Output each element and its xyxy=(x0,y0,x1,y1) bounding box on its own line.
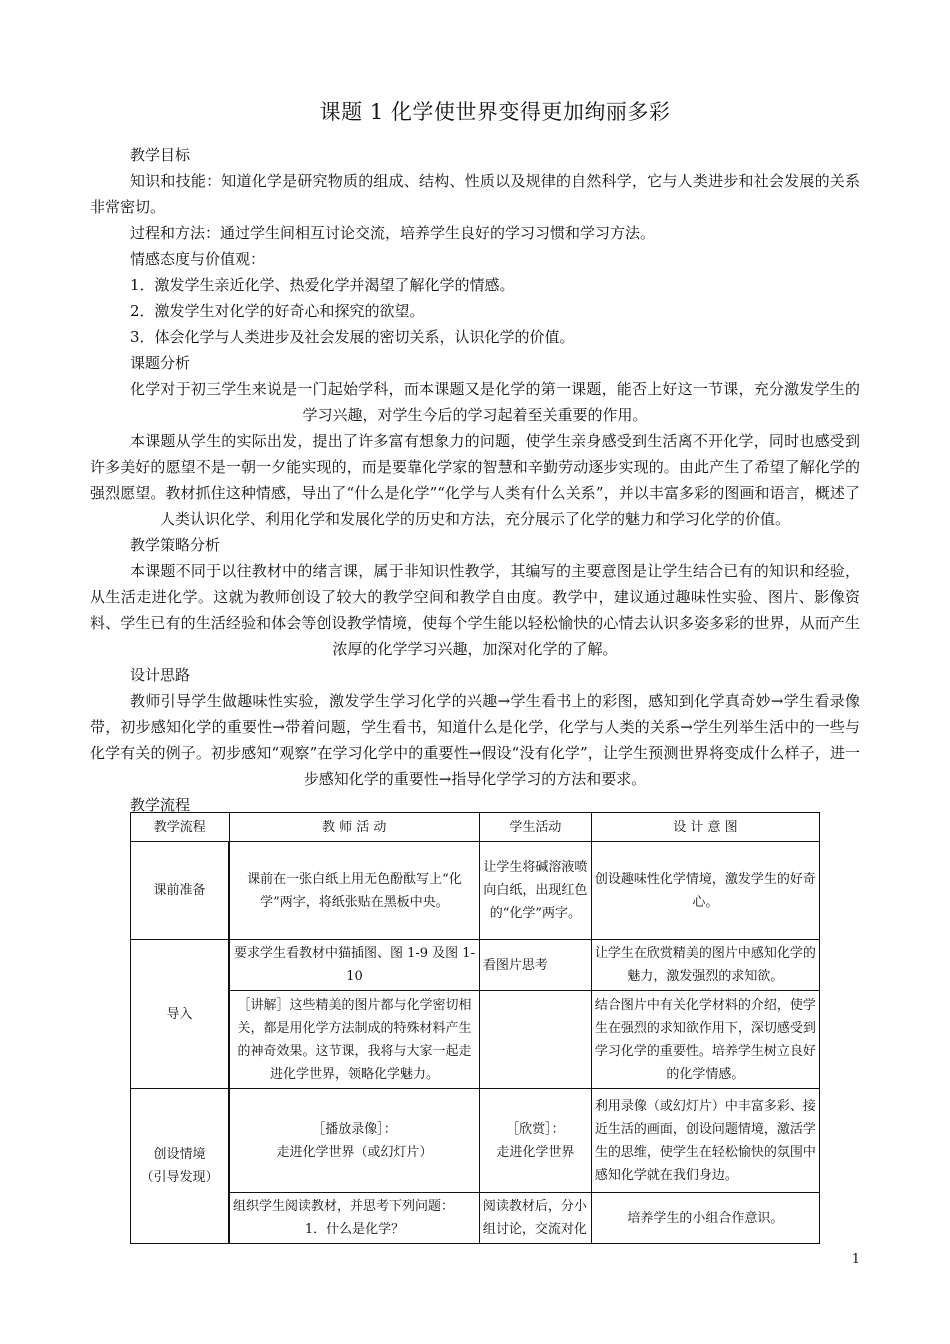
stage-situation xyxy=(131,1089,230,1244)
stage-intro: 导入 xyxy=(131,940,230,1089)
goals-emotion-heading: 情感态度与价值观： xyxy=(130,250,266,268)
stage-situation-student-1-line-1: ［欣赏］： xyxy=(506,1121,565,1137)
table-row xyxy=(131,1089,820,1193)
stage-situation-teacher-2 xyxy=(229,1193,479,1244)
goals-heading: 教学目标 xyxy=(130,146,191,164)
document-body xyxy=(90,142,860,818)
stage-intro-intent-1: 让学生在欣赏精美的图片中感知化学的魅力，激发强烈的求知欲。 xyxy=(591,940,819,991)
stage-situation-intent-1: 利用录像（或幻灯片）中丰富多彩、接近生活的画面，创设问题情境，激活学生的思维，使学生在轻松愉快的氛围中感知化学就在我们身边。 xyxy=(591,1089,819,1193)
stage-situation-teacher-1 xyxy=(229,1089,479,1193)
flow-heading: 教学流程 xyxy=(130,796,191,814)
analysis-paragraph-2: 本课题从学生的实际出发，提出了许多富有想象力的问题，使学生亲身感受到生活离不开化学，同时也感受到许多美好的愿望不是一朝一夕能实现的，而是要靠化学家的智慧和辛勤劳动逐步实现的。由此产生了希望了解化学的强烈愿望。教材抓住这种情感，导出了“什么是化学”“化学与人类有什么关系”，并以丰富多彩的图画和语言，概述了人类认识化学、利用化学和发展化学的历史和方法，充分展示了化学的魅力和学习化学的价值。 xyxy=(90,432,860,528)
stage-situation-teacher-2-line-2: 1．什么是化学？ xyxy=(304,1222,405,1237)
table-row xyxy=(131,1193,820,1244)
stage-situation-student-1-line-2: 走进化学世界 xyxy=(496,1144,575,1160)
stage-situation-intent-2: 培养学生的小组合作意识。 xyxy=(591,1193,819,1244)
design-paragraph: 教师引导学生做趣味性实验，激发学生学习化学的兴趣→学生看书上的彩图，感知到化学真奇妙→学生看录像带，初步感知化学的重要性→带着问题，学生看书，知道什么是化学，化学与人类的关系→学生列举生活中的一些与化学有关的例子。初步感知“观察”在学习化学中的重要性→假设“没有化学”，让学生预测世界将变成什么样子，进一步感知化学的重要性→指导化学学习的方法和要求。 xyxy=(90,692,860,788)
stage-situation-line-1: 创设情境 xyxy=(153,1147,206,1162)
goals-emotion-item-1: 1．激发学生亲近化学、热爱化学并渴望了解化学的情感。 xyxy=(130,276,515,294)
header-student: 学生活动 xyxy=(479,813,591,842)
stage-prep-student: 让学生将碱溶液喷向白纸，出现红色的“化学”两字。 xyxy=(479,842,591,940)
stage-situation-line-2: （引导发现） xyxy=(140,1170,219,1185)
goals-emotion-item-2: 2．激发学生对化学的好奇心和探究的欲望。 xyxy=(130,302,425,320)
stage-situation-student-1 xyxy=(479,1089,591,1193)
stage-situation-student-2: 阅读教材后，分小组讨论，交流对化 xyxy=(479,1193,591,1244)
header-stage: 教学流程 xyxy=(131,813,230,842)
goals-process: 过程和方法：通过学生间相互讨论交流，培养学生良好的学习习惯和学习方法。 xyxy=(130,224,656,242)
goals-emotion-item-3: 3．体会化学与人类进步及社会发展的密切关系，认识化学的价值。 xyxy=(130,328,575,346)
table-row xyxy=(131,842,820,940)
stage-prep-teacher: 课前在一张白纸上用无色酚酞写上“化学”两字，将纸张贴在黑板中央。 xyxy=(229,842,479,940)
stage-intro-teacher-1: 要求学生看教材中猫插图、图 1-9 及图 1-10 xyxy=(229,940,479,991)
analysis-heading: 课题分析 xyxy=(130,354,191,372)
stage-situation-teacher-1-line-2: 走进化学世界（或幻灯片） xyxy=(276,1144,433,1160)
stage-intro-intent-2: 结合图片中有关化学材料的介绍，使学生在强烈的求知欲作用下，深切感受到学习化学的重要性。培养学生树立良好的化学情感。 xyxy=(591,991,819,1089)
design-heading: 设计思路 xyxy=(130,666,191,684)
header-teacher: 教 师 活 动 xyxy=(229,813,479,842)
page-number: 1 xyxy=(851,1252,860,1267)
strategy-heading: 教学策略分析 xyxy=(130,536,221,554)
stage-intro-teacher-2: ［讲解］这些精美的图片都与化学密切相关，都是用化学方法制成的特殊材料产生的神奇效果。这节课，我将与大家一起走进化学世界，领略化学魅力。 xyxy=(229,991,479,1089)
stage-situation-teacher-1-line-1: ［播放录像］： xyxy=(312,1121,397,1137)
stage-situation-teacher-2-line-1: 组织学生阅读教材，并思考下列问题： xyxy=(233,1199,455,1214)
table-row xyxy=(131,991,820,1089)
stage-prep: 课前准备 xyxy=(131,842,230,940)
strategy-paragraph: 本课题不同于以往教材中的绪言课，属于非知识性教学，其编写的主要意图是让学生结合已有的知识和经验，从生活走进化学。这就为教师创设了较大的教学空间和教学自由度。教学中，建议通过趣味性实验、图片、影像资料、学生已有的生活经验和体会等创设教学情境，使每个学生能以轻松愉快的心情去认识多姿多彩的世界，从而产生浓厚的化学学习兴趣，加深对化学的了解。 xyxy=(90,562,860,658)
stage-intro-student-2 xyxy=(479,991,591,1089)
goals-knowledge: 知识和技能：知道化学是研究物质的组成、结构、性质以及规律的自然科学，它与人类进步和社会发展的关系非常密切。 xyxy=(90,172,860,216)
analysis-paragraph-1: 化学对于初三学生来说是一门起始学科，而本课题又是化学的第一课题，能否上好这一节课，充分激发学生的学习兴趣，对学生今后的学习起着至关重要的作用。 xyxy=(130,380,860,424)
table-row xyxy=(131,940,820,991)
teaching-flow-table xyxy=(130,812,820,1244)
header-intent: 设 计 意 图 xyxy=(591,813,819,842)
document-title: 课题 1 化学使世界变得更加绚丽多彩 xyxy=(319,100,671,124)
stage-prep-intent: 创设趣味性化学情境，激发学生的好奇心。 xyxy=(591,842,819,940)
stage-intro-student-1: 看图片思考 xyxy=(479,940,591,991)
table-header-row xyxy=(131,813,820,842)
